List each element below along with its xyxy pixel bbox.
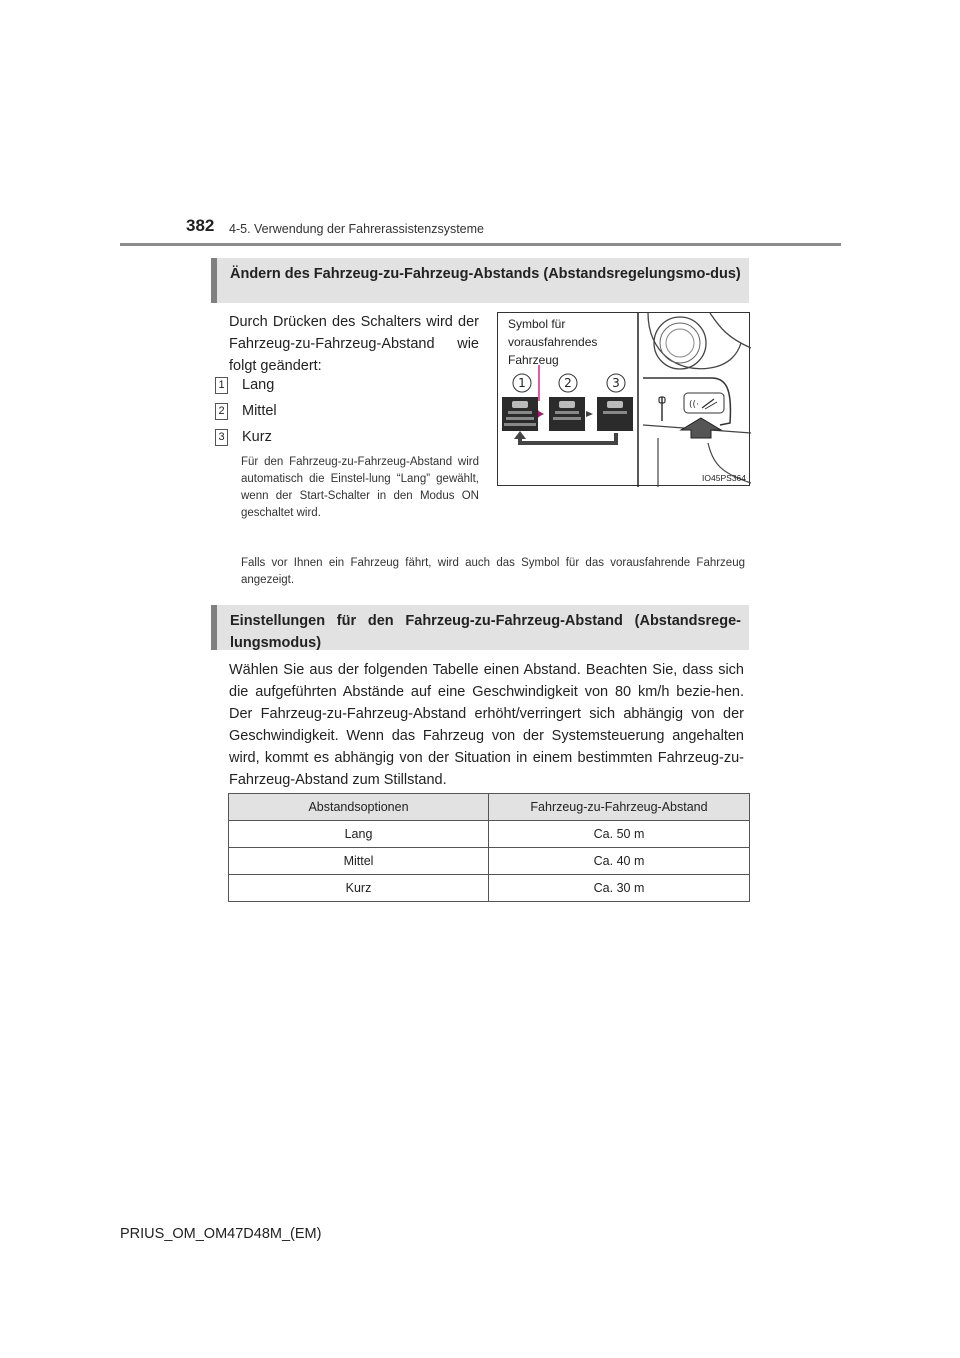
distance-paragraph: Wählen Sie aus der folgenden Tabelle einen Abstand. Beachten Sie, dass sich die aufgeführten Abstände auf eine Geschwindigkeit von 80 km/h bezie-hen. Der Fahrzeug-zu-Fahrzeug-Abstand erhöht/verringert sich abhängig von der Geschwindigkeit. Wenn das Fahrzeug von der Systemsteuerung angehalten wird, kommt es abhängig von der Situation in einem bestimmten Fahrzeug-zu-Fahrzeug-Abstand zum Stillstand. (229, 662, 744, 788)
table-row (229, 875, 750, 902)
distance-screen-lang (502, 397, 538, 431)
section-path: 4-5. Verwendung der Fahrerassistenzsysteme (229, 222, 484, 236)
note-default-setting: Für den Fahrzeug-zu-Fahrzeug-Abstand wird automatisch die Einstel-lung “Lang” gewählt, wenn der Start-Schalter in den Modus ON geschaltet wird. (241, 456, 479, 519)
table-cell: Lang (229, 821, 489, 848)
table-cell: Ca. 50 m (489, 821, 750, 848)
table-header-options: Abstandsoptionen (229, 794, 489, 821)
figure-label-vehicle-symbol: Symbol für vorausfahrendes Fahrzeug (508, 317, 598, 367)
distance-switch-illustration (497, 312, 750, 486)
table-row (229, 821, 750, 848)
figure-code: IO45PS364 (702, 473, 746, 483)
option-label: Kurz (242, 429, 272, 445)
callout-1: 1 (518, 376, 526, 390)
distance-screen-mittel (549, 397, 585, 431)
option-number: 2 (215, 403, 228, 420)
section-heading-distance-change: Ändern des Fahrzeug-zu-Fahrzeug-Abstands (Abstandsregelungsmo-dus) (211, 258, 749, 303)
distance-switch-icon (684, 393, 724, 413)
option-number: 1 (215, 377, 228, 394)
section-heading-distance-settings: Einstellungen für den Fahrzeug-zu-Fahrzeug-Abstand (Abstandsrege-lungsmodus) (211, 605, 749, 650)
note-vehicle-symbol: Falls vor Ihnen ein Fahrzeug fährt, wird auch das Symbol für das vorausfahrende Fahrzeug angezeigt. (241, 557, 745, 586)
table-cell: Ca. 30 m (489, 875, 750, 902)
svg-text:((·: ((· (689, 400, 699, 410)
option-label: Lang (242, 377, 275, 393)
table-header-row (229, 794, 750, 821)
next-arrow-icon (586, 411, 593, 417)
callout-numbers (513, 374, 625, 392)
table-cell: Mittel (229, 848, 489, 875)
table-cell: Ca. 40 m (489, 848, 750, 875)
table-header-distance: Fahrzeug-zu-Fahrzeug-Abstand (489, 794, 750, 821)
press-arrow-icon (681, 418, 721, 438)
callout-2: 2 (564, 376, 572, 390)
intro-text: Durch Drücken des Schalters wird der Fahrzeug-zu-Fahrzeug-Abstand wie folgt geändert: (229, 314, 479, 374)
return-arrow-icon (514, 431, 616, 443)
page-number: 382 (186, 216, 215, 235)
table-row (229, 848, 750, 875)
distance-table (228, 793, 750, 902)
callout-3: 3 (612, 376, 620, 390)
document-id: PRIUS_OM_OM47D48M_(EM) (120, 1226, 322, 1242)
distance-screen-kurz (597, 397, 633, 431)
header-rule (120, 243, 841, 246)
option-label: Mittel (242, 403, 277, 419)
table-cell: Kurz (229, 875, 489, 902)
option-number: 3 (215, 429, 228, 446)
